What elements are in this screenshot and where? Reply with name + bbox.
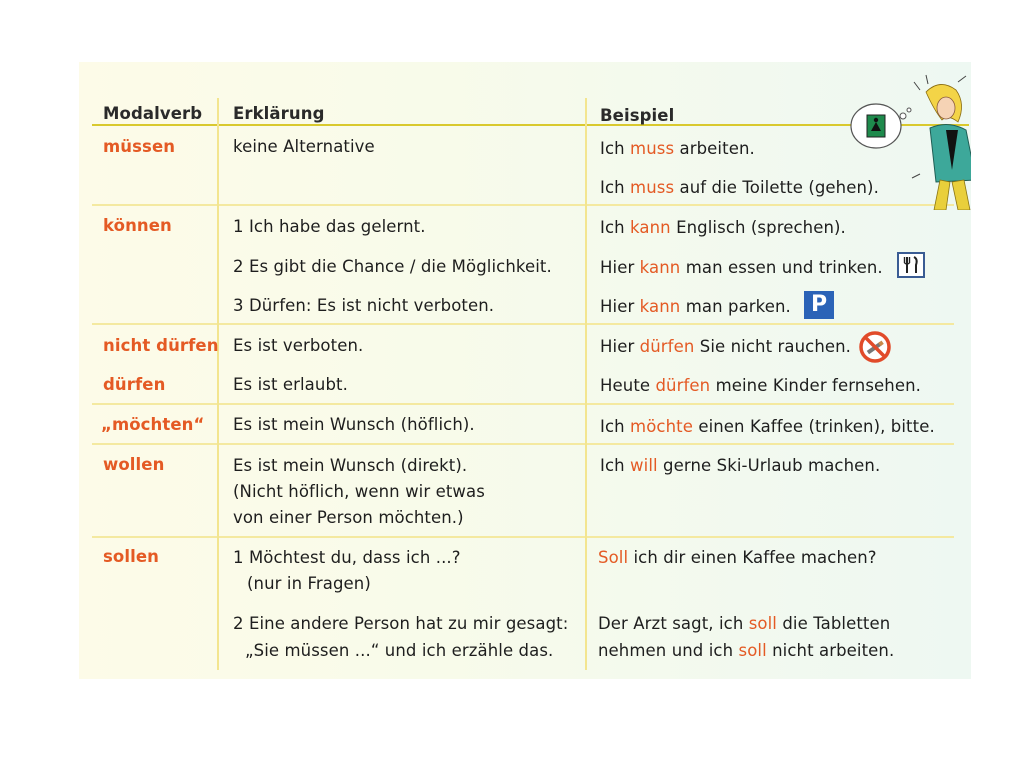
example-duerfen: Heute dürfen meine Kinder fernsehen.: [600, 376, 922, 395]
explanation-koennen-2: 2 Es gibt die Chance / die Möglichkeit.: [233, 257, 552, 276]
example-koennen-2: Hier kann man essen und trinken.: [600, 258, 883, 277]
header-beispiel: Beispiel: [600, 106, 675, 125]
explanation-sollen-2: (nur in Fragen): [247, 574, 371, 593]
example-koennen-3: Hier kann man parken.: [600, 297, 791, 316]
header-erklaerung: Erklärung: [233, 104, 325, 123]
example-wollen: Ich will gerne Ski-Urlaub machen.: [600, 456, 881, 475]
example-koennen-1: Ich kann Englisch (sprechen).: [600, 218, 846, 237]
modal-verbs-table: [79, 62, 971, 679]
verb-moechten: „möchten“: [101, 415, 205, 434]
explanation-wollen-2: (Nicht höflich, wenn wir etwas: [233, 482, 485, 501]
explanation-muessen: keine Alternative: [233, 137, 375, 156]
explanation-sollen-1: 1 Möchtest du, dass ich ...?: [233, 548, 461, 567]
explanation-koennen-1: 1 Ich habe das gelernt.: [233, 217, 426, 236]
verb-duerfen: dürfen: [103, 375, 166, 394]
example-moechten: Ich möchte einen Kaffee (trinken), bitte.: [600, 417, 935, 436]
explanation-duerfen: Es ist erlaubt.: [233, 375, 348, 394]
explanation-sollen-3: 2 Eine andere Person hat zu mir gesagt:: [233, 614, 569, 633]
example-muessen-1: Ich muss arbeiten.: [600, 139, 755, 158]
verb-sollen: sollen: [103, 547, 160, 566]
column-rule-2: [585, 98, 587, 670]
verb-wollen: wollen: [103, 455, 165, 474]
woman-needing-toilet-illustration: [815, 70, 971, 210]
example-nicht-duerfen: Hier dürfen Sie nicht rauchen.: [600, 337, 852, 356]
explanation-wollen-1: Es ist mein Wunsch (direkt).: [233, 456, 468, 475]
row-rule-wollen: [92, 536, 954, 538]
explanation-koennen-3: 3 Dürfen: Es ist nicht verboten.: [233, 296, 495, 315]
no-smoking-icon: [858, 330, 892, 364]
column-rule-1: [217, 98, 219, 670]
example-sollen-2: Der Arzt sagt, ich soll die Tabletten: [598, 614, 891, 633]
verb-nicht-duerfen: nicht dürfen: [103, 336, 219, 355]
explanation-sollen-4: „Sie müssen ...“ und ich erzähle das.: [245, 641, 554, 660]
example-sollen-1: Soll ich dir einen Kaffee machen?: [598, 548, 877, 567]
row-rule-moechten: [92, 443, 954, 445]
example-sollen-3: nehmen und ich soll nicht arbeiten.: [598, 641, 895, 660]
explanation-wollen-3: von einer Person möchten.): [233, 508, 464, 527]
row-rule-duerfen: [92, 403, 954, 405]
explanation-nicht-duerfen: Es ist verboten.: [233, 336, 364, 355]
explanation-moechten: Es ist mein Wunsch (höflich).: [233, 415, 475, 434]
header-modalverb: Modalverb: [103, 104, 203, 123]
row-rule-koennen: [92, 323, 954, 325]
verb-muessen: müssen: [103, 137, 176, 156]
parking-sign-icon: P: [804, 291, 834, 319]
verb-koennen: können: [103, 216, 172, 235]
fork-knife-icon: [897, 252, 925, 278]
example-muessen-2: Ich muss auf die Toilette (gehen).: [600, 178, 879, 197]
